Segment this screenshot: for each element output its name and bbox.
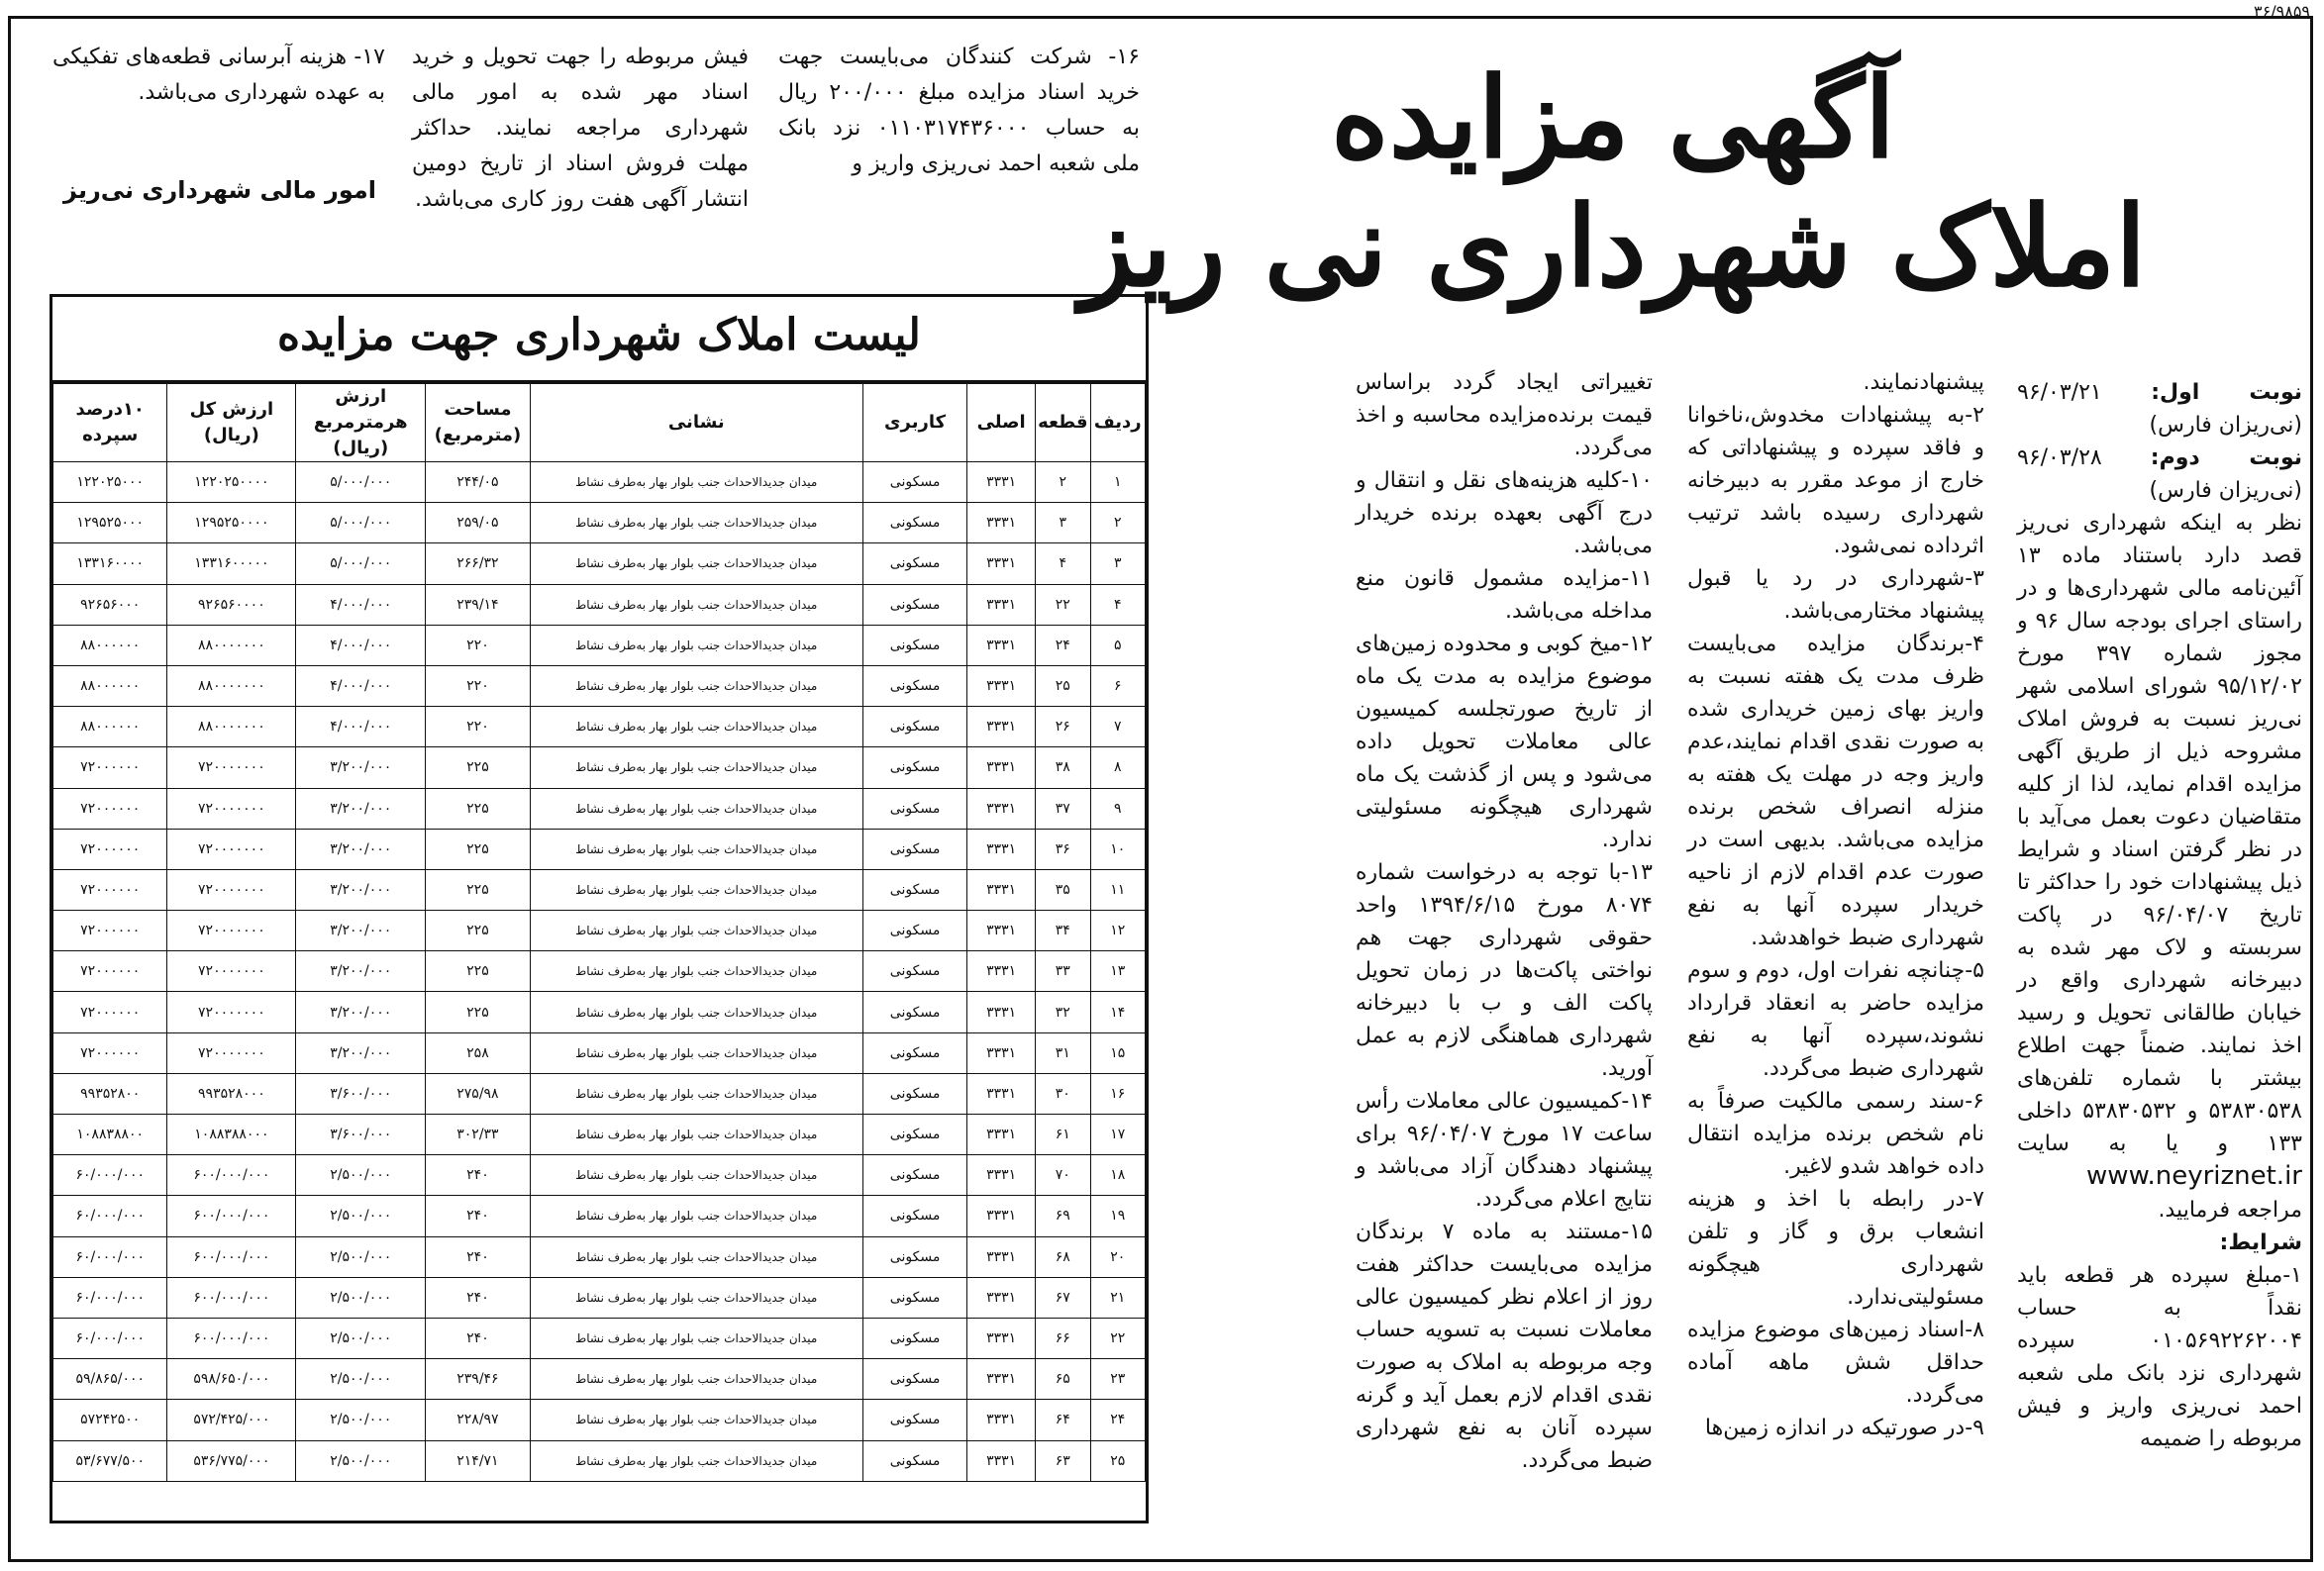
table-cell: ۸۸۰۰۰۰۰۰۰ <box>167 707 296 747</box>
col2-paragraph: ۸-اسناد زمین‌های موضوع مزایده حداقل شش ماهه آماده می‌گردد. <box>1687 1318 1984 1408</box>
condition-1: ۱-مبلغ سپرده هر قطعه باید نقداً به حساب ۰۱۰۵۶۹۲۲۶۲۰۰۴ سپرده شهرداری نزد بانک ملی شعبه احمد نی‌ریزی واریز و فیش مربوطه را ضمیمه <box>2017 1263 2302 1451</box>
table-cell: ۲۳ <box>1090 1359 1145 1400</box>
table-cell: میدان جدیدالاحداث جنب بلوار بهار به‌طرف نشاط <box>530 665 862 706</box>
table-cell: ۵۳۶/۷۷۵/۰۰۰ <box>167 1440 296 1481</box>
table-cell: ۲۵۸ <box>426 1032 530 1073</box>
table-cell: ۲۲۵ <box>426 911 530 951</box>
table-cell: ۳۳۳۱ <box>967 869 1036 910</box>
table-cell: میدان جدیدالاحداث جنب بلوار بهار به‌طرف نشاط <box>530 788 862 829</box>
table-cell: ۳۳۳۱ <box>967 1277 1036 1318</box>
table-cell: ۲۲۵ <box>426 747 530 788</box>
table-cell: ۶۰۰/۰۰۰/۰۰۰ <box>167 1196 296 1236</box>
table-cell: ۲ <box>1036 462 1090 503</box>
table-cell: میدان جدیدالاحداث جنب بلوار بهار به‌طرف نشاط <box>530 584 862 625</box>
table-cell: ۲۴۰ <box>426 1196 530 1236</box>
signature: امور مالی شهرداری نی‌ریز <box>63 176 376 204</box>
table-cell: ۲۲۸/۹۷ <box>426 1400 530 1440</box>
intro-end: مراجعه فرمایید. <box>2158 1198 2302 1223</box>
table-cell: مسکونی <box>862 992 966 1032</box>
table-cell: ۴/۰۰۰/۰۰۰ <box>296 665 426 706</box>
table-cell: میدان جدیدالاحداث جنب بلوار بهار به‌طرف نشاط <box>530 747 862 788</box>
table-cell: ۳۳۳۱ <box>967 1236 1036 1277</box>
table-cell: ۲/۵۰۰/۰۰۰ <box>296 1440 426 1481</box>
table-cell: ۱۳۳۱۶۰۰۰۰۰ <box>167 543 296 584</box>
table-cell: ۲۷۵/۹۸ <box>426 1073 530 1114</box>
col3-paragraph: تغییراتی ایجاد گردد براساس قیمت برنده‌مزایده محاسبه و اخذ می‌گردد. <box>1356 370 1653 460</box>
table-cell: مسکونی <box>862 1236 966 1277</box>
table-cell: ۲۵ <box>1036 665 1090 706</box>
table-cell: ۱۸ <box>1090 1155 1145 1196</box>
table-cell: ۲۲۵ <box>426 829 530 869</box>
table-row <box>53 707 1146 747</box>
table-cell: ۶۱ <box>1036 1115 1090 1155</box>
nobat2-label: نوبت دوم: <box>2150 445 2303 470</box>
col3-paragraph: ۱۵-مستند به ماده ۷ برندگان مزایده می‌بایست حداکثر هفت روز از اعلام نظر کمیسیون عالی معاملات نسبت به تسویه حساب وجه مربوطه به املاک به صورت نقدی اقدام لازم بعمل آید و گرنه سپرده آنان به نفع شهرداری ضبط می‌گردد. <box>1356 1220 1653 1473</box>
table-cell: ۷۲۰۰۰۰۰۰۰ <box>167 829 296 869</box>
table-cell: ۴/۰۰۰/۰۰۰ <box>296 584 426 625</box>
table-cell: مسکونی <box>862 788 966 829</box>
table-cell: مسکونی <box>862 1277 966 1318</box>
table-cell: مسکونی <box>862 1318 966 1358</box>
table-cell: ۳۳۳۱ <box>967 1318 1036 1358</box>
table-cell: مسکونی <box>862 1440 966 1481</box>
col2-paragraph: ۳-شهرداری در رد یا قبول پیشنهاد مختارمی‌باشد. <box>1687 566 1984 624</box>
table-cell: ۶۰۰/۰۰۰/۰۰۰ <box>167 1155 296 1196</box>
col3-paragraph: ۱۲-میخ کوبی و محدوده زمین‌های موضوع مزایده به مدت یک ماه از تاریخ صورتجلسه کمیسیون عالی معاملات تحویل داده می‌شود و پس از گذشت یک ماه شهرداری هیچگونه مسئولیتی ندارد. <box>1356 632 1653 852</box>
table-cell: ۲/۵۰۰/۰۰۰ <box>296 1277 426 1318</box>
table-cell: ۲۳۹/۴۶ <box>426 1359 530 1400</box>
table-cell: مسکونی <box>862 1073 966 1114</box>
col3-paragraph: ۱۱-مزایده مشمول قانون منع مداخله می‌باشد. <box>1356 566 1653 624</box>
table-cell: ۶ <box>1090 665 1145 706</box>
table-cell: ۱۵ <box>1090 1032 1145 1073</box>
table-cell: میدان جدیدالاحداث جنب بلوار بهار به‌طرف نشاط <box>530 1440 862 1481</box>
table-cell: ۲۱ <box>1090 1277 1145 1318</box>
column-header: مساحت (مترمربع) <box>426 384 530 462</box>
column-header: کاربری <box>862 384 966 462</box>
table-cell: ۵۹/۸۶۵/۰۰۰ <box>53 1359 167 1400</box>
table-cell: ۲/۵۰۰/۰۰۰ <box>296 1318 426 1358</box>
clause-16: ۱۶- شرکت کنندگان می‌بایست جهت خرید اسناد مزایده مبلغ ۲۰۰/۰۰۰ ریال به حساب ۰۱۱۰۳۱۷۴۳۶۰۰۰ نزد بانک ملی شعبه احمد نی‌ریزی واریز و <box>778 45 1141 176</box>
table-cell: مسکونی <box>862 1032 966 1073</box>
table-cell: ۹۲۶۵۶۰۰۰ <box>53 584 167 625</box>
table-cell: ۹ <box>1090 788 1145 829</box>
title-line-1: آگهی مزایده <box>1331 53 1895 183</box>
table-cell: ۱۳۳۱۶۰۰۰۰ <box>53 543 167 584</box>
nobat1-label: نوبت اول: <box>2151 380 2302 405</box>
table-cell: ۳۳۳۱ <box>967 462 1036 503</box>
table-cell: ۳۳۳۱ <box>967 543 1036 584</box>
table-cell: ۵ <box>1090 625 1145 665</box>
table-cell: ۳ <box>1090 543 1145 584</box>
table-cell: میدان جدیدالاحداث جنب بلوار بهار به‌طرف نشاط <box>530 543 862 584</box>
table-cell: ۴/۰۰۰/۰۰۰ <box>296 707 426 747</box>
table-cell: ۷۲۰۰۰۰۰۰۰ <box>167 951 296 992</box>
table-cell: مسکونی <box>862 665 966 706</box>
col2-paragraph: ۶-سند رسمی مالکیت صرفاً به نام شخص برنده مزایده انتقال داده خواهد شدو لاغیر. <box>1687 1089 1984 1179</box>
table-cell: مسکونی <box>862 584 966 625</box>
table-cell: ۳/۲۰۰/۰۰۰ <box>296 829 426 869</box>
table-row <box>53 503 1146 543</box>
table-cell: ۳۳ <box>1036 951 1090 992</box>
table-cell: میدان جدیدالاحداث جنب بلوار بهار به‌طرف نشاط <box>530 1196 862 1236</box>
table-cell: ۶۰۰/۰۰۰/۰۰۰ <box>167 1277 296 1318</box>
table-cell: ۳۳۳۱ <box>967 1196 1036 1236</box>
column-header: ردیف <box>1090 384 1145 462</box>
nobat1-value: ۹۶/۰۳/۲۱ (نی‌ریزان فارس) <box>2017 380 2302 438</box>
table-row <box>53 869 1146 910</box>
table-cell: ۳۰۲/۳۳ <box>426 1115 530 1155</box>
table-cell: ۱۶ <box>1090 1073 1145 1114</box>
table-cell: میدان جدیدالاحداث جنب بلوار بهار به‌طرف نشاط <box>530 1277 862 1318</box>
clause-16-continued: فیش مربوطه را جهت تحویل و خرید اسناد مهر شده به امور مالی شهرداری مراجعه نمایند. حداکثر مهلت فروش اسناد از تاریخ دومین انتشار آگهی هفت روز کاری می‌باشد. <box>412 45 749 212</box>
col3-paragraph: ۱۳-با توجه به درخواست شماره ۸۰۷۴ مورخ ۱۳۹۴/۶/۱۵ واحد حقوقی شهرداری جهت هم نواختی پاکت‌ها در زمان تحویل پاکت الف و ب با دبیرخانه شهرداری هماهنگی لازم به عمل آورید. <box>1356 860 1653 1081</box>
table-cell: ۳۳۳۱ <box>967 1400 1036 1440</box>
table-cell: میدان جدیدالاحداث جنب بلوار بهار به‌طرف نشاط <box>530 869 862 910</box>
table-cell: ۲۴۴/۰۵ <box>426 462 530 503</box>
table-cell: مسکونی <box>862 1359 966 1400</box>
table-cell: ۹۹۳۵۲۸۰۰ <box>53 1073 167 1114</box>
title-line-2: املاک شهرداری نی ریز <box>1079 182 2147 312</box>
table-cell: ۲ <box>1090 503 1145 543</box>
table-cell: میدان جدیدالاحداث جنب بلوار بهار به‌طرف نشاط <box>530 911 862 951</box>
nobat2-value: ۹۶/۰۳/۲۸ (نی‌ریزان فارس) <box>2017 445 2302 503</box>
table-cell: ۶۰۰/۰۰۰/۰۰۰ <box>167 1236 296 1277</box>
column-header: قطعه <box>1036 384 1090 462</box>
table-cell: ۳/۲۰۰/۰۰۰ <box>296 788 426 829</box>
column-right <box>2017 376 2302 1455</box>
table-cell: ۸۸۰۰۰۰۰۰ <box>53 625 167 665</box>
table-cell: ۷۲۰۰۰۰۰۰ <box>53 869 167 910</box>
table-cell: ۳ <box>1036 503 1090 543</box>
table-cell: ۸۸۰۰۰۰۰۰۰ <box>167 625 296 665</box>
table-cell: میدان جدیدالاحداث جنب بلوار بهار به‌طرف نشاط <box>530 1073 862 1114</box>
table-cell: ۳۳۳۱ <box>967 829 1036 869</box>
table-cell: ۷۲۰۰۰۰۰۰ <box>53 829 167 869</box>
table-row <box>53 747 1146 788</box>
table-cell: ۱۰۸۸۳۸۸۰۰۰ <box>167 1115 296 1155</box>
table-cell: مسکونی <box>862 462 966 503</box>
table-cell: ۲۲۵ <box>426 788 530 829</box>
intro-text: نظر به اینکه شهرداری نی‌ریز قصد دارد باستناد ماده ۱۳ آئین‌نامه مالی شهرداری‌ها و در راستای اجرای بودجه سال ۹۶ و مجوز شماره ۳۹۷ مورخ ۹۵/۱۲/۰۲ شورای اسلامی شهر نی‌ریز نسبت به فروش املاک مشروحه ذیل از طریق آگهی مزایده اقدام نماید، لذا از کلیه متقاضیان دعوت بعمل می‌آید با در نظر گرفتن اسناد و شرایط ذیل پیشنهادات خود را حداکثر تا تاریخ ۹۶/۰۴/۰۷ در پاکت سربسته و لاک مهر شده به دبیرخانه شهرداری واقع در خیابان طالقانی تحویل و رسید اخذ نمایند. ضمناً جهت اطلاع بیشتر با شماره تلفن‌های ۵۳۸۳۰۵۳۸ و ۵۳۸۳۰۵۳۲ داخلی ۱۳۳ و یا به سایت <box>2017 511 2303 1156</box>
table-cell: مسکونی <box>862 951 966 992</box>
table-cell: ۱۰۸۸۳۸۸۰۰ <box>53 1115 167 1155</box>
table-cell: مسکونی <box>862 911 966 951</box>
table-cell: ۳۱ <box>1036 1032 1090 1073</box>
table-cell: مسکونی <box>862 1400 966 1440</box>
col2-paragraph: ۹-در صورتیکه در اندازه زمین‌ها <box>1704 1416 1984 1440</box>
table-cell: میدان جدیدالاحداث جنب بلوار بهار به‌طرف نشاط <box>530 462 862 503</box>
table-cell: ۲۲ <box>1090 1318 1145 1358</box>
table-cell: ۷۲۰۰۰۰۰۰۰ <box>167 992 296 1032</box>
table-cell: ۲/۵۰۰/۰۰۰ <box>296 1359 426 1400</box>
table-cell: مسکونی <box>862 1115 966 1155</box>
col3-paragraph: ۱۴-کمیسیون عالی معاملات رأس ساعت ۱۷ مورخ ۹۶/۰۴/۰۷ برای پیشنهاد دهندگان آزاد می‌باشد و نتایج اعلام می‌گردد. <box>1356 1089 1653 1212</box>
table-cell: ۳/۲۰۰/۰۰۰ <box>296 911 426 951</box>
table-row <box>53 1236 1146 1277</box>
table-cell: ۶۰/۰۰۰/۰۰۰ <box>53 1155 167 1196</box>
table-cell: ۲۴۰ <box>426 1318 530 1358</box>
table-header-row <box>53 384 1146 462</box>
table-row <box>53 462 1146 503</box>
table-cell: ۱۷ <box>1090 1115 1145 1155</box>
table-cell: ۳۳۳۱ <box>967 992 1036 1032</box>
table-row <box>53 1440 1146 1481</box>
table-cell: ۵/۰۰۰/۰۰۰ <box>296 503 426 543</box>
property-table-box <box>50 294 1149 1523</box>
table-cell: ۲۴ <box>1036 625 1090 665</box>
table-cell: ۵۷۲/۴۲۵/۰۰۰ <box>167 1400 296 1440</box>
table-cell: ۱۲۲۰۲۵۰۰۰ <box>53 462 167 503</box>
table-cell: ۸۸۰۰۰۰۰۰۰ <box>167 665 296 706</box>
table-cell: ۱۹ <box>1090 1196 1145 1236</box>
table-cell: ۷ <box>1090 707 1145 747</box>
table-cell: میدان جدیدالاحداث جنب بلوار بهار به‌طرف نشاط <box>530 1359 862 1400</box>
table-cell: ۲۲۵ <box>426 992 530 1032</box>
table-row <box>53 543 1146 584</box>
table-cell: ۳۵ <box>1036 869 1090 910</box>
table-row <box>53 1359 1146 1400</box>
table-cell: ۲۳۹/۱۴ <box>426 584 530 625</box>
table-cell: ۲/۵۰۰/۰۰۰ <box>296 1196 426 1236</box>
table-cell: ۱۰ <box>1090 829 1145 869</box>
table-row <box>53 1277 1146 1318</box>
table-cell: ۳/۲۰۰/۰۰۰ <box>296 951 426 992</box>
table-cell: ۳۳۳۱ <box>967 665 1036 706</box>
table-cell: ۲/۵۰۰/۰۰۰ <box>296 1155 426 1196</box>
table-cell: ۴ <box>1036 543 1090 584</box>
table-cell: مسکونی <box>862 829 966 869</box>
table-cell: ۳۸ <box>1036 747 1090 788</box>
table-cell: میدان جدیدالاحداث جنب بلوار بهار به‌طرف نشاط <box>530 829 862 869</box>
table-title: لیست املاک شهرداری جهت مزایده <box>52 297 1146 383</box>
table-cell: ۲۴۰ <box>426 1155 530 1196</box>
column-left <box>1356 366 1653 1477</box>
table-row <box>53 788 1146 829</box>
table-cell: ۶۰/۰۰۰/۰۰۰ <box>53 1236 167 1277</box>
table-cell: مسکونی <box>862 707 966 747</box>
table-cell: ۶۷ <box>1036 1277 1090 1318</box>
table-cell: ۲۴ <box>1090 1400 1145 1440</box>
table-row <box>53 1400 1146 1440</box>
table-cell: میدان جدیدالاحداث جنب بلوار بهار به‌طرف نشاط <box>530 1115 862 1155</box>
table-row <box>53 1032 1146 1073</box>
table-cell: ۴/۰۰۰/۰۰۰ <box>296 625 426 665</box>
table-cell: ۳۳۳۱ <box>967 625 1036 665</box>
table-cell: ۲۵ <box>1090 1440 1145 1481</box>
table-cell: ۷۲۰۰۰۰۰۰۰ <box>167 788 296 829</box>
table-cell: ۳۳۳۱ <box>967 1440 1036 1481</box>
table-cell: ۶۵ <box>1036 1359 1090 1400</box>
table-cell: ۶۹ <box>1036 1196 1090 1236</box>
table-cell: ۱۲۹۵۲۵۰۰۰ <box>53 503 167 543</box>
table-cell: ۳۶ <box>1036 829 1090 869</box>
table-cell: مسکونی <box>862 1155 966 1196</box>
table-cell: ۱۲۲۰۲۵۰۰۰۰ <box>167 462 296 503</box>
table-cell: ۳۳۳۱ <box>967 1359 1036 1400</box>
table-cell: ۶۸ <box>1036 1236 1090 1277</box>
table-cell: میدان جدیدالاحداث جنب بلوار بهار به‌طرف نشاط <box>530 992 862 1032</box>
table-cell: ۲/۵۰۰/۰۰۰ <box>296 1236 426 1277</box>
table-row <box>53 911 1146 951</box>
table-cell: ۳/۶۰۰/۰۰۰ <box>296 1073 426 1114</box>
table-cell: ۷۲۰۰۰۰۰۰ <box>53 911 167 951</box>
table-cell: ۷۲۰۰۰۰۰۰ <box>53 951 167 992</box>
table-cell: ۲۰ <box>1090 1236 1145 1277</box>
table-cell: مسکونی <box>862 503 966 543</box>
table-cell: ۵/۰۰۰/۰۰۰ <box>296 462 426 503</box>
table-cell: ۷۲۰۰۰۰۰۰۰ <box>167 869 296 910</box>
table-cell: ۲۶ <box>1036 707 1090 747</box>
col2-paragraph: ۲-به پیشنهادات مخدوش،ناخوانا و فاقد سپرده و پیشنهاداتی که خارج از موعد مقرر به دبیرخانه شهرداری رسیده باشد ترتیب اثرداده نمی‌شود. <box>1687 403 1984 558</box>
table-cell: ۷۲۰۰۰۰۰۰ <box>53 992 167 1032</box>
col2-paragraph: ۷-در رابطه با اخذ و هزینه انشعاب برق و گاز و تلفن شهرداری هیچگونه مسئولیتی‌ندارد. <box>1687 1187 1984 1310</box>
col2-paragraph: پیشنهادنمایند. <box>1863 370 1984 395</box>
table-cell: مسکونی <box>862 543 966 584</box>
table-cell: ۵/۰۰۰/۰۰۰ <box>296 543 426 584</box>
table-cell: ۳/۲۰۰/۰۰۰ <box>296 869 426 910</box>
table-cell: ۵۷۲۴۲۵۰۰ <box>53 1400 167 1440</box>
table-cell: ۱۳ <box>1090 951 1145 992</box>
table-row <box>53 1196 1146 1236</box>
reference-number: ۳۶/۹۸۵۹ <box>2254 2 2310 21</box>
table-row <box>53 992 1146 1032</box>
website-link[interactable]: www.neyriznet.ir <box>2086 1161 2302 1191</box>
table-cell: ۹۲۶۵۶۰۰۰۰ <box>167 584 296 625</box>
table-cell: ۲۶۶/۳۲ <box>426 543 530 584</box>
table-cell: ۶۳ <box>1036 1440 1090 1481</box>
table-cell: ۳/۶۰۰/۰۰۰ <box>296 1115 426 1155</box>
table-row <box>53 584 1146 625</box>
table-cell: ۱۲ <box>1090 911 1145 951</box>
col3-paragraph: ۱۰-کلیه هزینه‌های نقل و انتقال و درج آگهی بعهده برنده خریدار می‌باشد. <box>1356 468 1653 558</box>
col2-paragraph: ۴-برندگان مزایده می‌بایست ظرف مدت یک هفته نسبت به واریز بهای زمین خریداری شده به صورت نقدی اقدام نمایند،عدم واریز وجه در مهلت یک هفته به منزله انصراف شخص برنده مزایده می‌باشد. بدیهی است در صورت عدم اقدام لازم از ناحیه خریدار سپرده آنها به نفع شهرداری ضبط خواهدشد. <box>1687 632 1984 950</box>
table-cell: ۲۲۰ <box>426 665 530 706</box>
table-row <box>53 829 1146 869</box>
table-cell: ۳۳۳۱ <box>967 747 1036 788</box>
table-cell: ۷۲۰۰۰۰۰۰ <box>53 1032 167 1073</box>
column-header: نشانی <box>530 384 862 462</box>
table-cell: ۳۳۳۱ <box>967 1073 1036 1114</box>
table-cell: ۳۳۳۱ <box>967 1155 1036 1196</box>
table-cell: ۲۲۵ <box>426 869 530 910</box>
table-cell: ۱ <box>1090 462 1145 503</box>
table-cell: ۷۰ <box>1036 1155 1090 1196</box>
table-cell: ۳۲ <box>1036 992 1090 1032</box>
table-row <box>53 1155 1146 1196</box>
table-row <box>53 1318 1146 1358</box>
conditions-label: شرایط: <box>2219 1230 2302 1255</box>
table-cell: مسکونی <box>862 625 966 665</box>
table-cell: مسکونی <box>862 1196 966 1236</box>
table-cell: ۲۲ <box>1036 584 1090 625</box>
table-cell: ۵۹۸/۶۵۰/۰۰۰ <box>167 1359 296 1400</box>
table-row <box>53 1073 1146 1114</box>
table-cell: میدان جدیدالاحداث جنب بلوار بهار به‌طرف نشاط <box>530 1236 862 1277</box>
table-cell: ۸۸۰۰۰۰۰۰ <box>53 707 167 747</box>
table-cell: میدان جدیدالاحداث جنب بلوار بهار به‌طرف نشاط <box>530 1155 862 1196</box>
table-cell: ۲۲۵ <box>426 951 530 992</box>
table-cell: ۱۱ <box>1090 869 1145 910</box>
table-cell: ۷۲۰۰۰۰۰۰۰ <box>167 1032 296 1073</box>
table-cell: ۶۰/۰۰۰/۰۰۰ <box>53 1277 167 1318</box>
table-cell: ۶۰۰/۰۰۰/۰۰۰ <box>167 1318 296 1358</box>
table-cell: ۶۰/۰۰۰/۰۰۰ <box>53 1318 167 1358</box>
table-cell: مسکونی <box>862 869 966 910</box>
table-cell: ۷۲۰۰۰۰۰۰ <box>53 747 167 788</box>
table-cell: ۲۵۹/۰۵ <box>426 503 530 543</box>
table-cell: ۲۲۰ <box>426 707 530 747</box>
column-header: ارزش هرمترمربع (ریال) <box>296 384 426 462</box>
table-cell: مسکونی <box>862 747 966 788</box>
table-cell: ۳۳۳۱ <box>967 1032 1036 1073</box>
table-cell: ۳۳۳۱ <box>967 951 1036 992</box>
table-row <box>53 951 1146 992</box>
table-cell: ۶۶ <box>1036 1318 1090 1358</box>
table-row <box>53 665 1146 706</box>
table-cell: ۳/۲۰۰/۰۰۰ <box>296 747 426 788</box>
table-cell: میدان جدیدالاحداث جنب بلوار بهار به‌طرف نشاط <box>530 1400 862 1440</box>
column-header: اصلی <box>967 384 1036 462</box>
table-cell: ۳۴ <box>1036 911 1090 951</box>
table-cell: ۳۳۳۱ <box>967 1115 1036 1155</box>
table-cell: ۹۹۳۵۲۸۰۰۰ <box>167 1073 296 1114</box>
table-cell: ۸۸۰۰۰۰۰۰ <box>53 665 167 706</box>
table-cell: ۷۲۰۰۰۰۰۰ <box>53 788 167 829</box>
table-cell: ۲/۵۰۰/۰۰۰ <box>296 1400 426 1440</box>
clause-17: ۱۷- هزینه آبرسانی قطعه‌های تفکیکی به عهده شهرداری می‌باشد. <box>52 45 385 105</box>
property-table <box>52 383 1146 1482</box>
column-header: ۱۰درصد سپرده <box>53 384 167 462</box>
table-cell: ۲۴۰ <box>426 1277 530 1318</box>
table-cell: ۶۴ <box>1036 1400 1090 1440</box>
table-cell: ۲۱۴/۷۱ <box>426 1440 530 1481</box>
table-cell: ۳/۲۰۰/۰۰۰ <box>296 1032 426 1073</box>
table-cell: ۱۲۹۵۲۵۰۰۰۰ <box>167 503 296 543</box>
table-cell: میدان جدیدالاحداث جنب بلوار بهار به‌طرف نشاط <box>530 951 862 992</box>
table-cell: میدان جدیدالاحداث جنب بلوار بهار به‌طرف نشاط <box>530 503 862 543</box>
column-middle <box>1687 366 1984 1444</box>
table-cell: ۶۰/۰۰۰/۰۰۰ <box>53 1196 167 1236</box>
table-cell: ۳۳۳۱ <box>967 788 1036 829</box>
table-cell: ۳۳۳۱ <box>967 911 1036 951</box>
table-cell: میدان جدیدالاحداث جنب بلوار بهار به‌طرف نشاط <box>530 707 862 747</box>
table-cell: ۳۳۳۱ <box>967 707 1036 747</box>
table-cell: میدان جدیدالاحداث جنب بلوار بهار به‌طرف نشاط <box>530 1318 862 1358</box>
table-cell: ۳۳۳۱ <box>967 584 1036 625</box>
table-cell: میدان جدیدالاحداث جنب بلوار بهار به‌طرف نشاط <box>530 1032 862 1073</box>
table-cell: ۱۴ <box>1090 992 1145 1032</box>
column-header: ارزش کل (ریال) <box>167 384 296 462</box>
table-cell: ۵۳/۶۷۷/۵۰۰ <box>53 1440 167 1481</box>
table-cell: ۳۷ <box>1036 788 1090 829</box>
table-cell: ۳/۲۰۰/۰۰۰ <box>296 992 426 1032</box>
table-cell: ۲۲۰ <box>426 625 530 665</box>
table-cell: ۷۲۰۰۰۰۰۰۰ <box>167 747 296 788</box>
table-cell: ۷۲۰۰۰۰۰۰۰ <box>167 911 296 951</box>
table-cell: ۳۳۳۱ <box>967 503 1036 543</box>
table-cell: ۸ <box>1090 747 1145 788</box>
table-cell: ۳۰ <box>1036 1073 1090 1114</box>
table-cell: ۴ <box>1090 584 1145 625</box>
table-row <box>53 625 1146 665</box>
table-row <box>53 1115 1146 1155</box>
table-cell: میدان جدیدالاحداث جنب بلوار بهار به‌طرف نشاط <box>530 625 862 665</box>
table-cell: ۲۴۰ <box>426 1236 530 1277</box>
col2-paragraph: ۵-چنانچه نفرات اول، دوم و سوم مزایده حاضر به انعقاد قرارداد نشوند،سپرده آنها به نفع شهرداری ضبط می‌گردد. <box>1687 958 1984 1081</box>
